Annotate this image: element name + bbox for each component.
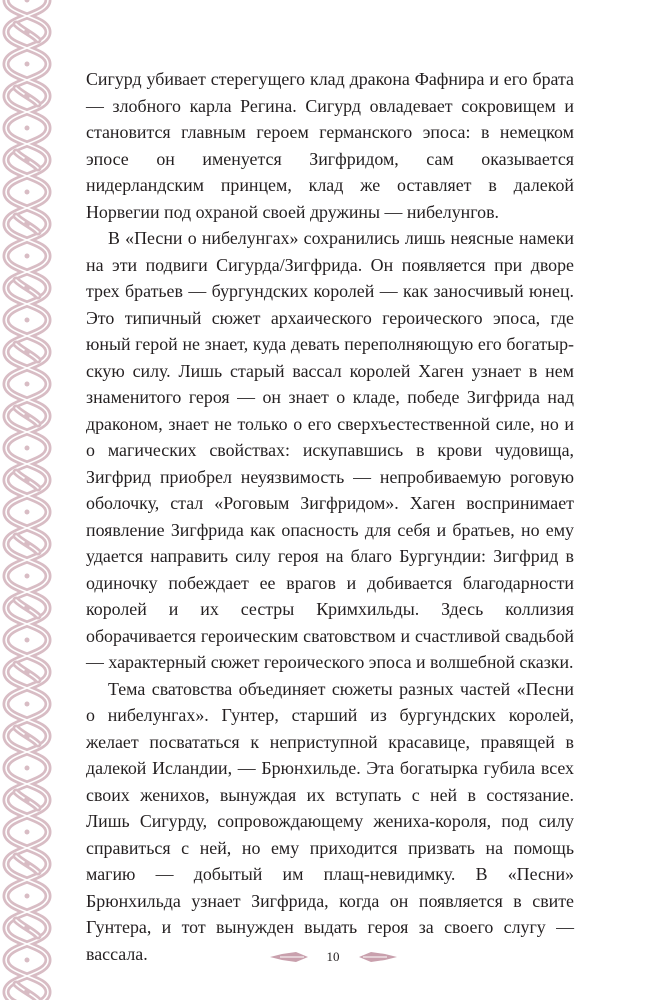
paragraph-2: В «Песни о нибелунгах» сохранились лишь неясные намеки на эти подвиги Сигурда/Зигфрида. Он появляется при дворе трех братьев — бургундских королей — как заносчивый юнец. Это типичный сюжет архаического героического эпоса, где юный герой не знает, куда девать переполняющую его богатырскую силу. Лишь старый вассал королей Хаген узнает в нем знаменитого героя — он знает о кладе, победе Зигфрида над драконом, знает не только о его сверхъестественной силе, но и о магических свойствах: искупавшись в крови чудовища, Зигфрид приобрел неуязвимость — непробиваемую роговую оболочку, стал «Роговым Зигфридом». Хаген воспринимает появление Зигфрида как опасность для себя и братьев, но ему удается направить силу героя на благо Бургундии: Зигфрид в одиночку побеждает ее врагов и добивается благодарности королей и их сестры Кримхильды. Здесь коллизия оборачивается героическим сватовством и счастливой свадьбой — характерный сюжет героического эпоса и волшебной сказки. (86, 228, 574, 672)
celtic-knot-border (0, 0, 54, 1000)
main-text (86, 66, 574, 967)
page-footer (0, 946, 667, 970)
paragraph-3: Тема сватовства объединяет сюжеты разных частей «Песни о нибелунгах». Гунтер, старший из бургундских королей, желает посвататься к неприступной красавице, правящей в далекой Исландии, — Брюнхильде. Эта богатырка губила всех своих женихов, вынуждая их вступать с ней в состязание. Лишь Сигурду, сопровождающему жениха-короля, под силу справиться с ней, но ему приходится призвать на помощь магию — добытый им плащ-невидимку. В «Песни» Брюнхильда узнает Зигфрида, когда он появляется в свите Гунтера, и тот вынужден выдать героя за своего слугу — вассала. (86, 678, 574, 964)
page-number: 10 (326, 949, 340, 964)
paragraph-1: Сигурд убивает стерегущего клад дракона Фафнира и его брата — злобного карла Регина. Сигурд овладевает сокровищем и становится главным героем германского эпоса: в немецком эпосе он именуется Зигфридом, сам оказывается нидерландским принцем, клад же оставляет в далекой Норвегии под охраной своей дружины — нибелунгов. (86, 69, 574, 222)
